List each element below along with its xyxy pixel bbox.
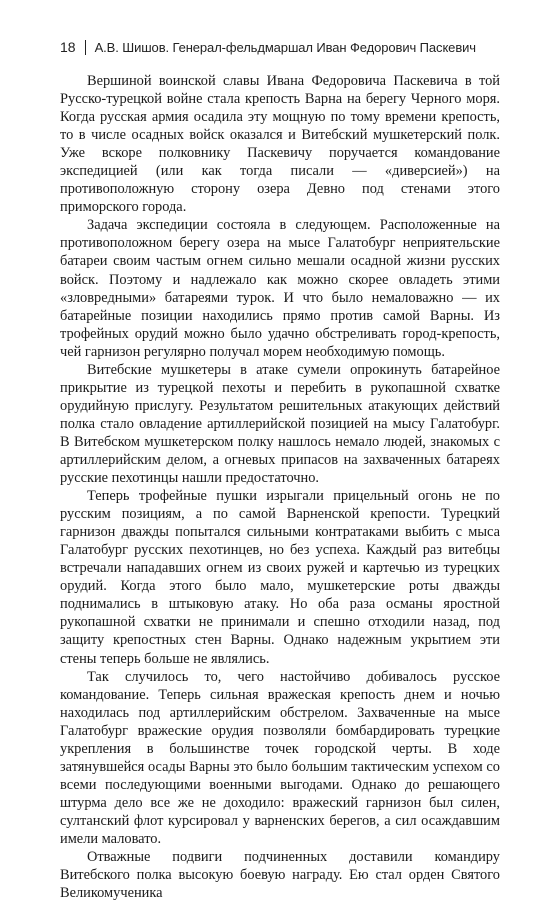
paragraph-3: Витебские мушкетеры в атаке сумели опрокинуть батарейное прикрытие из турецкой пехоты и перебить в рукопашной схватке орудийную прислугу. Результатом решительных атакующих действий полка стало овладение артиллерийской позицией на мысу Галатобург. В Витебском мушкетерском полку нашлось немало людей, знакомых с артиллерийским делом, а огневых припасов на захваченных батареях русские пехотинцы нашли предостаточно. — [60, 361, 500, 487]
paragraph-2: Задача экспедиции состояла в следующем. Расположенные на противоположном берегу озера на мысе Галатобург неприятельские батареи своим частым огнем сильно мешали осадной жизни русских войск. Поэтому и надлежало как можно скорее овладеть этими «зловредными» батареями турок. И что было немаловажно — их батарейные позиции находились прямо против самой Варны. Из трофейных орудий можно было удачно обстреливать город-крепость, чей гарнизон регулярно получал морем необходимую помощь. — [60, 217, 500, 360]
header-divider — [85, 40, 86, 55]
paragraph-5: Так случилось то, чего настойчиво добивалось русское командование. Теперь сильная вражеская крепость днем и ночью находилась под артиллерийским обстрелом. Захваченные на мысе Галатобург вражеские орудия позволяли бомбардировать турецкие укрепления в большинстве точек городской черты. В ходе затянувшейся осады Варны это было большим тактическим успехом со всеми последующими военными выгодами. Однако до решающего штурма дело все же не доходило: вражеский гарнизон был силен, султанский флот курсировал у варненских берегов, а сил осаждавшим имели маловато. — [60, 668, 500, 847]
running-header — [60, 37, 500, 57]
running-title: А.В. Шишов. Генерал-фельдмаршал Иван Федорович Паскевич — [94, 39, 476, 55]
paragraph-1: Вершиной воинской славы Ивана Федоровича Паскевича в той Русско-турецкой войне стала крепость Варна на берегу Черного моря. Когда русская армия осадила эту мощную по тому времени крепость, то в числе осадных войск оказался и Витебский мушкетерский полк. Уже вскоре полковнику Паскевичу поручается командование экспедицией (или как тогда писали — «диверсией») на противоположную сторону озера Девно под стенами этого приморского города. — [60, 73, 500, 216]
body-text — [60, 72, 500, 902]
paragraph-4: Теперь трофейные пушки изрыгали прицельный огонь не по русским позициям, а по самой Варненской крепости. Турецкий гарнизон дважды попытался сильными контратаками выбить с мыса Галатобург русских пехотинцев, но без успеха. Каждый раз витебцы встречали нападавших огнем из своих ружей и картечью из турецких орудий. Когда этого было мало, мушкетерские роты дважды поднимались в штыковую атаку. Но оба раза османы яростной рукопашной схватки не принимали и спешно отходили назад, под защиту крепостных стен Варны. Однако надежным укрытием эти стены теперь больше не являлись. — [60, 488, 500, 667]
page-number: 18 — [60, 39, 76, 55]
paragraph-6: Отважные подвиги подчиненных доставили командиру Витебского полка высокую боевую награду. Ею стал орден Святого Великомученика — [60, 849, 500, 902]
